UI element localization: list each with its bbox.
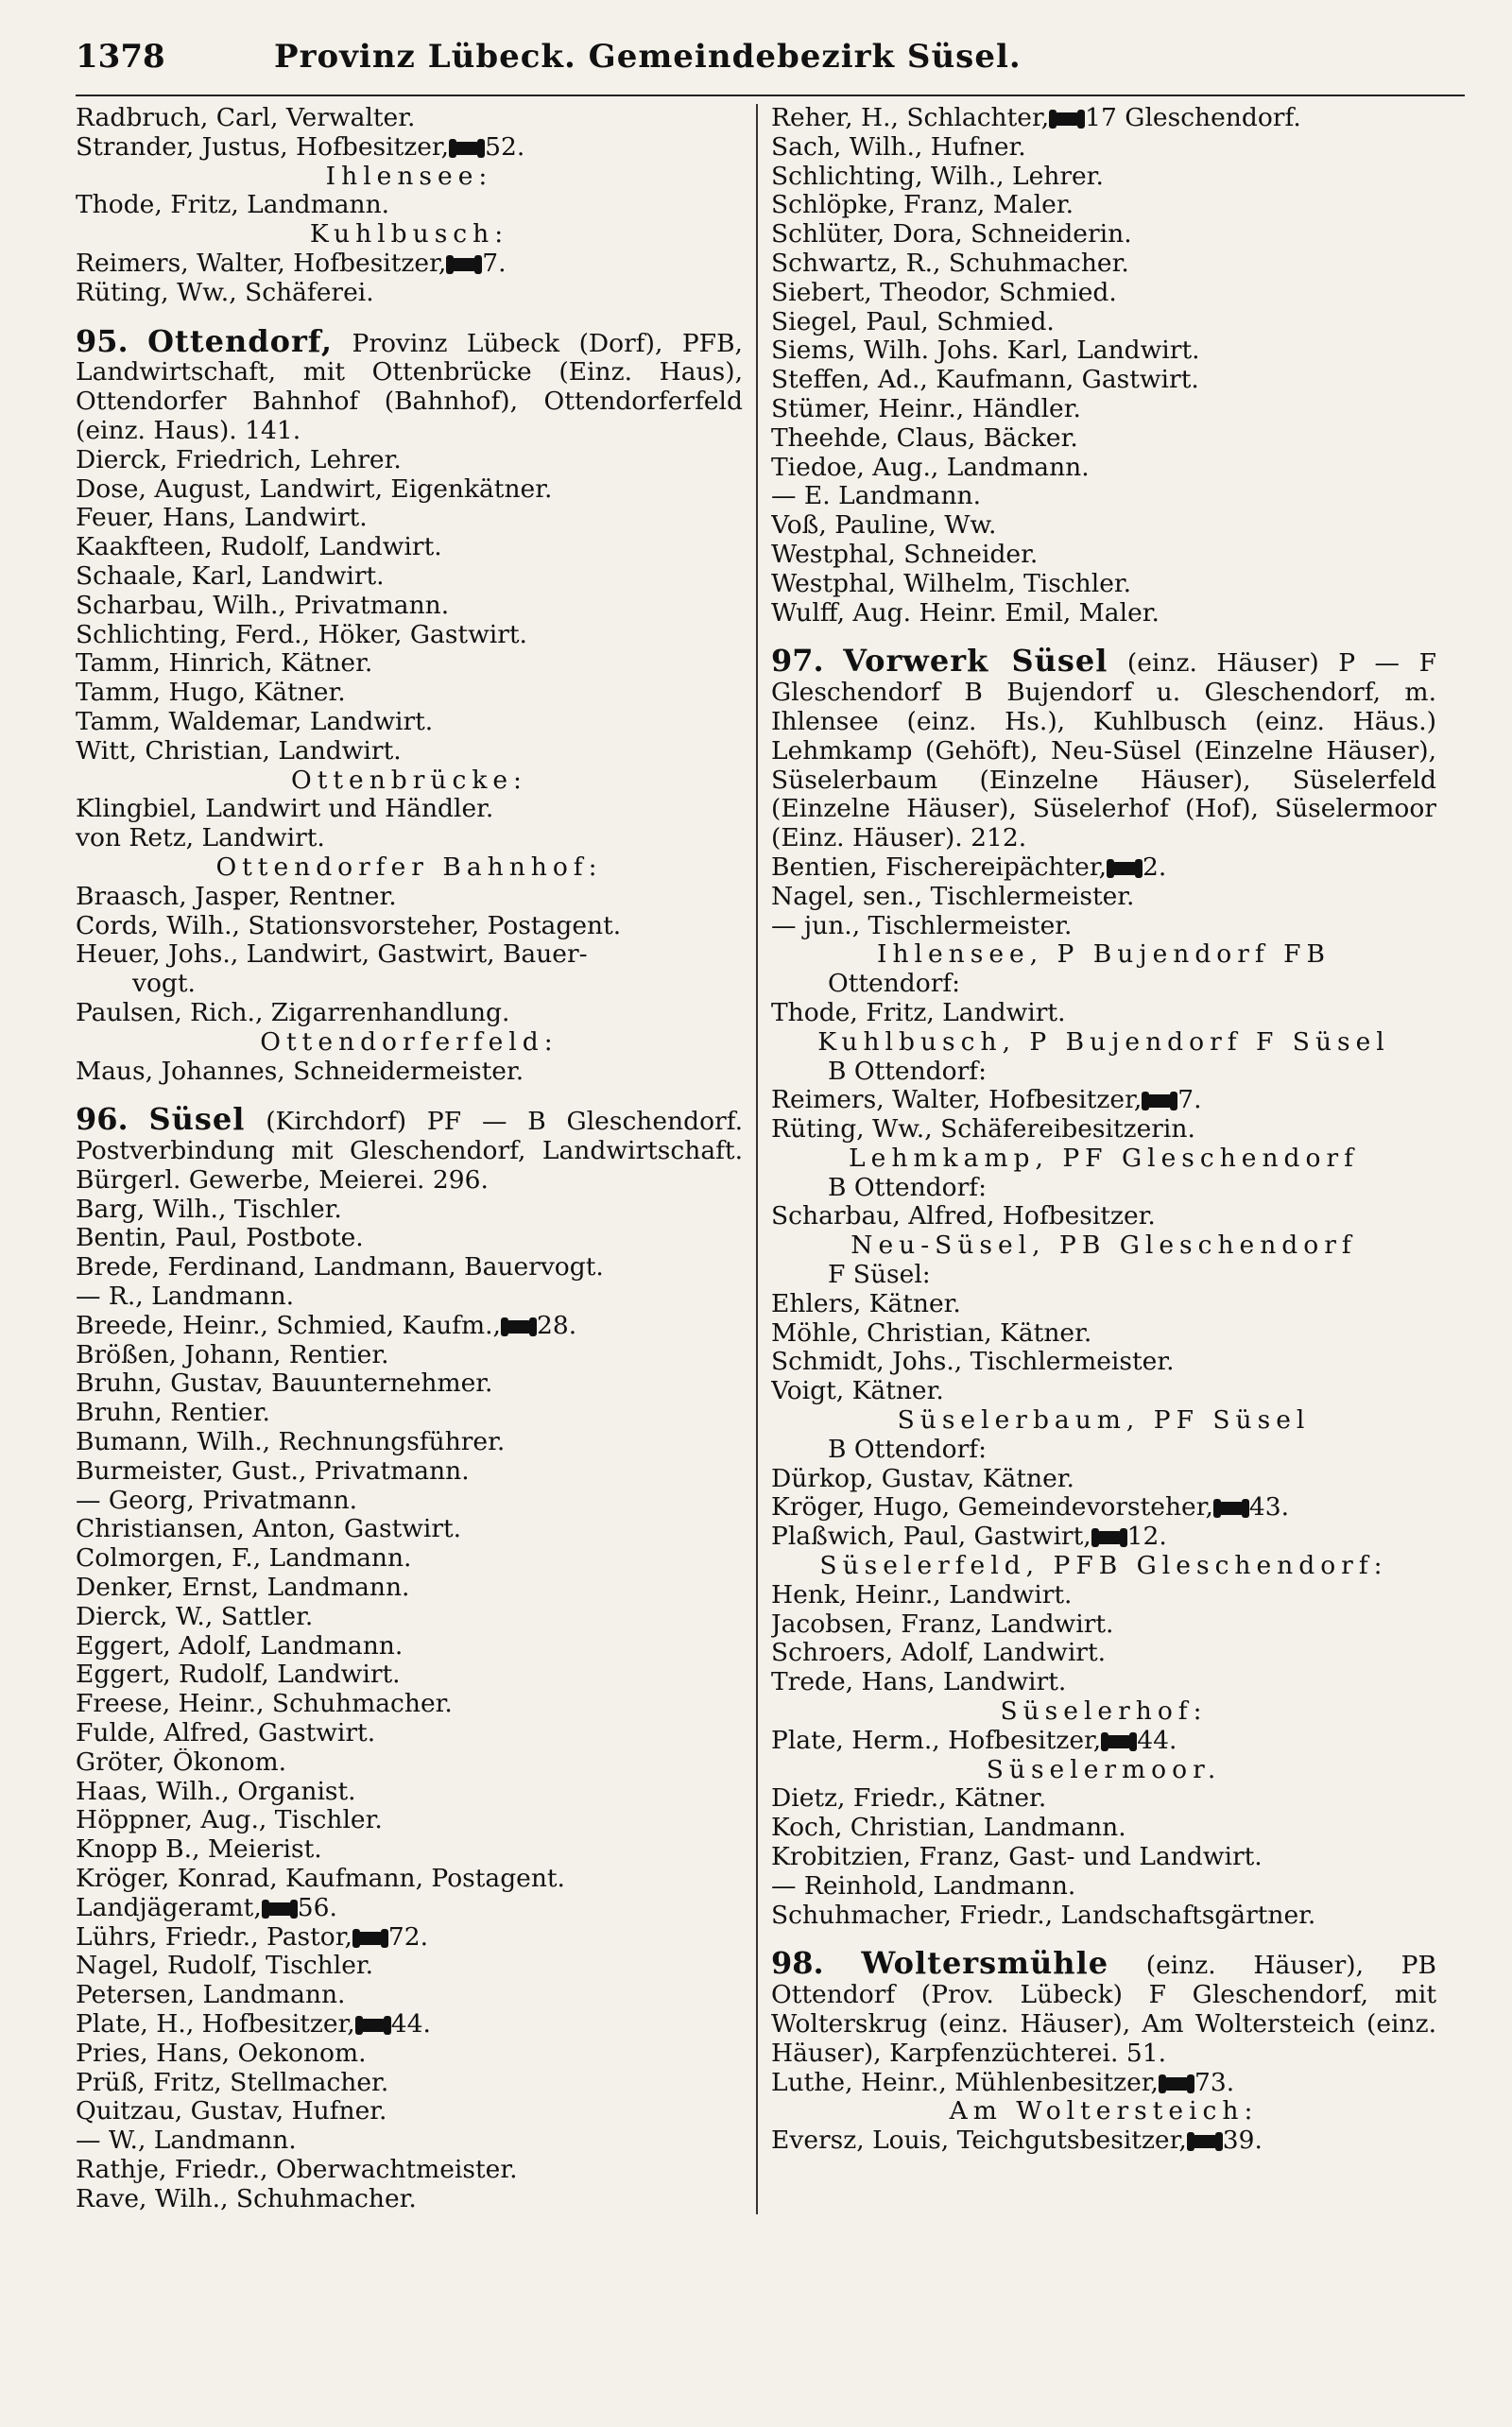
list-item: Knopp B., Meierist.: [76, 1835, 322, 1865]
telephone-icon: [452, 258, 476, 271]
list-item: Witt, Christian, Landwirt.: [76, 736, 402, 766]
telephone-icon: [1193, 2135, 1217, 2148]
locality-heading: Kuhlbusch, P Bujendorf F Süsel: [817, 1027, 1390, 1057]
locality-heading: Am Woltersteich:: [949, 2097, 1259, 2126]
list-item: Heuer, Johs., Landwirt, Gastwirt, Bauer-: [76, 940, 588, 970]
list-item: Henk, Heinr., Landwirt.: [771, 1580, 1073, 1609]
list-item: Burmeister, Gust., Privatmann.: [76, 1456, 470, 1486]
list-item: Dürkop, Gustav, Kätner.: [771, 1464, 1074, 1493]
list-item: Fulde, Alfred, Gastwirt.: [76, 1719, 376, 1748]
section-98: 98. Woltersmühle (einz. Häuser), PB Ottendorf (Prov. Lübeck) F Gleschendorf, mit Wolterskrug (einz. Häuser), Am Woltersteich (einz. Häuser), Karpfenzüchterei. 51.: [771, 1949, 1436, 2068]
list-item: Schaale, Karl, Landwirt.: [76, 561, 385, 591]
list-item: Colmorgen, F., Landmann.: [76, 1544, 412, 1574]
locality-heading-cont: B Ottendorf:: [828, 1057, 987, 1086]
list-item: Höppner, Aug., Tischler.: [76, 1806, 383, 1835]
locality-heading-cont: B Ottendorf:: [828, 1435, 987, 1464]
list-item: — jun., Tischlermeister.: [771, 911, 1073, 940]
locality-heading: Kuhlbusch:: [309, 220, 509, 250]
list-item: Schlichting, Ferd., Höker, Gastwirt.: [76, 620, 527, 649]
section-96: 96. Süsel (Kirchdorf) PF — B Gleschendorf. Postverbindung mit Gleschendorf, Landwirtschaft. Bürgerl. Gewerbe, Meierei. 296.: [76, 1105, 743, 1195]
list-item: Brößen, Johann, Rentier.: [76, 1340, 389, 1369]
locality-heading: Neu-Süsel, PB Gleschendorf: [850, 1231, 1357, 1261]
list-item: — W., Landmann.: [76, 2126, 297, 2156]
list-item: Radbruch, Carl, Verwalter.: [76, 104, 416, 132]
list-item: Denker, Ernst, Landmann.: [76, 1574, 410, 1603]
page-title: Provinz Lübeck. Gemeindebezirk Süsel.: [274, 38, 1022, 76]
telephone-icon: [1219, 1502, 1244, 1515]
list-item: Siegel, Paul, Schmied.: [771, 307, 1055, 336]
list-item: Schroers, Adolf, Landwirt.: [771, 1639, 1107, 1668]
locality-heading: Süselerhof:: [1000, 1697, 1208, 1727]
list-item: Gröter, Ökonom.: [76, 1747, 287, 1777]
list-item: — E. Landmann.: [771, 482, 982, 511]
list-item: Voß, Pauline, Ww.: [771, 511, 997, 541]
list-item: Nagel, sen., Tischlermeister.: [771, 882, 1135, 911]
list-item: Schmidt, Johs., Tischlermeister.: [771, 1348, 1175, 1377]
list-item: Petersen, Landmann.: [76, 1981, 346, 2010]
telephone-icon: [267, 1902, 292, 1916]
locality-heading: Ihlensee, P Bujendorf FB: [876, 940, 1331, 970]
list-item: Wulff, Aug. Heinr. Emil, Maler.: [771, 598, 1160, 628]
list-item: Plate, Herm., Hofbesitzer, 44.: [771, 1726, 1177, 1755]
telephone-icon: [507, 1320, 531, 1334]
list-item: Rathje, Friedr., Oberwachtmeister.: [76, 2155, 518, 2184]
locality-heading: Ihlensee:: [325, 162, 493, 191]
list-item: Koch, Christian, Landmann.: [771, 1814, 1126, 1843]
page-header: [76, 38, 1465, 96]
list-item: Klingbiel, Landwirt und Händler.: [76, 795, 494, 824]
list-item: Maus, Johannes, Schneidermeister.: [76, 1057, 524, 1086]
list-item: Schuhmacher, Friedr., Landschaftsgärtner.: [771, 1901, 1316, 1930]
list-item: Siebert, Theodor, Schmied.: [771, 278, 1117, 307]
locality-heading: Süselerbaum, PF Süsel: [897, 1406, 1311, 1436]
list-item: Tiedoe, Aug., Landmann.: [771, 453, 1090, 482]
list-item: Bruhn, Gustav, Bauunternehmer.: [76, 1369, 493, 1399]
list-item: Freese, Heinr., Schuhmacher.: [76, 1690, 453, 1719]
telephone-icon: [1164, 2077, 1189, 2091]
list-item: Prüß, Fritz, Stellmacher.: [76, 2068, 389, 2097]
list-item: Scharbau, Wilh., Privatmann.: [76, 591, 450, 620]
locality-heading: Ottendorfer Bahnhof:: [215, 852, 603, 882]
columns: [76, 104, 1465, 2214]
telephone-icon: [1097, 1531, 1122, 1544]
list-item: Haas, Wilh., Organist.: [76, 1777, 356, 1806]
locality-heading: Süselermoor.: [986, 1755, 1222, 1784]
list-item: Lührs, Friedr., Pastor, 72.: [76, 1922, 429, 1952]
list-item: Reimers, Walter, Hofbesitzer, 7.: [771, 1086, 1202, 1115]
telephone-icon: [1147, 1094, 1172, 1108]
list-item: Nagel, Rudolf, Tischler.: [76, 1952, 374, 1981]
telephone-icon: [361, 2019, 386, 2032]
list-item: Jacobsen, Franz, Landwirt.: [771, 1609, 1114, 1639]
list-item: Christiansen, Anton, Gastwirt.: [76, 1515, 462, 1544]
list-item: Bentien, Fischereipächter, 2.: [771, 852, 1167, 882]
list-item: Tamm, Hinrich, Kätner.: [76, 649, 373, 679]
list-item: Voigt, Kätner.: [771, 1377, 944, 1406]
telephone-icon: [1055, 112, 1079, 126]
telephone-icon: [1112, 862, 1137, 875]
list-item: Barg, Wilh., Tischler.: [76, 1195, 342, 1224]
list-item: vogt.: [132, 970, 196, 999]
list-item: Krobitzien, Franz, Gast- und Landwirt.: [771, 1843, 1263, 1872]
telephone-icon: [358, 1932, 383, 1945]
list-item: Brede, Ferdinand, Landmann, Bauervogt.: [76, 1253, 604, 1282]
left-column: [76, 104, 756, 2214]
list-item: Schwartz, R., Schuhmacher.: [771, 249, 1129, 278]
list-item: Westphal, Schneider.: [771, 540, 1039, 569]
telephone-icon: [1107, 1735, 1131, 1748]
list-item: Eversz, Louis, Teichgutsbesitzer, 39.: [771, 2126, 1263, 2156]
list-item: Trede, Hans, Landwirt.: [771, 1668, 1067, 1697]
telephone-icon: [455, 142, 479, 155]
locality-heading: Lehmkamp, PF Gleschendorf: [849, 1144, 1359, 1173]
section-97: 97. Vorwerk Süsel (einz. Häuser) P — F Gleschendorf B Bujendorf u. Gleschendorf, m. Ihlensee (einz. Hs.), Kuhlbusch (einz. Häus.) Lehmkamp (Gehöft), Neu-Süsel (Einzelne Häuser), Süselerbaum (Einzelne Häuser), Süselerfeld (Einzelne Häuser), Süselerhof (Hof), Süselermoor (Einz. Häuser). 212.: [771, 646, 1436, 853]
list-item: Pries, Hans, Oekonom.: [76, 2039, 367, 2068]
list-item: Steffen, Ad., Kaufmann, Gastwirt.: [771, 366, 1199, 395]
list-item: Möhle, Christian, Kätner.: [771, 1318, 1092, 1348]
locality-heading-cont: Ottendorf:: [828, 970, 961, 999]
page-number: 1378: [76, 38, 165, 76]
list-item: Feuer, Hans, Landwirt.: [76, 504, 368, 533]
list-item: Bentin, Paul, Postbote.: [76, 1224, 364, 1253]
list-item: Eggert, Rudolf, Landwirt.: [76, 1661, 401, 1690]
list-item: — R., Landmann.: [76, 1282, 295, 1312]
list-item: Thode, Fritz, Landwirt.: [771, 998, 1066, 1027]
list-item: Luthe, Heinr., Mühlenbesitzer, 73.: [771, 2068, 1235, 2097]
list-item: Siems, Wilh. Johs. Karl, Landwirt.: [771, 336, 1200, 366]
locality-heading-cont: F Süsel:: [828, 1261, 931, 1290]
list-item: — Georg, Privatmann.: [76, 1486, 358, 1515]
list-item: Dierck, Friedrich, Lehrer.: [76, 445, 402, 474]
list-item: von Retz, Landwirt.: [76, 824, 325, 853]
list-item: Landjägeramt, 56.: [76, 1893, 337, 1922]
list-item: Westphal, Wilhelm, Tischler.: [771, 569, 1132, 598]
list-item: Bumann, Wilh., Rechnungsführer.: [76, 1428, 506, 1457]
list-item: Stümer, Heinr., Händler.: [771, 394, 1081, 423]
list-item: Thode, Fritz, Landmann.: [76, 191, 390, 220]
list-item: Schlöpke, Franz, Maler.: [771, 191, 1074, 220]
list-item: Theehde, Claus, Bäcker.: [771, 423, 1078, 453]
locality-heading: Ottendorferfeld:: [260, 1027, 558, 1057]
list-item: Reimers, Walter, Hofbesitzer, 7.: [76, 249, 507, 278]
list-item: — Reinhold, Landmann.: [771, 1871, 1076, 1901]
list-item: Cords, Wilh., Stationsvorsteher, Postagent.: [76, 911, 622, 940]
list-item: Schlüter, Dora, Schneiderin.: [771, 220, 1132, 250]
list-item: Braasch, Jasper, Rentner.: [76, 882, 397, 911]
list-item: Kröger, Hugo, Gemeindevorsteher, 43.: [771, 1493, 1290, 1523]
list-item: Schlichting, Wilh., Lehrer.: [771, 162, 1104, 191]
list-item: Reher, H., Schlachter, 17 Gleschendorf.: [771, 104, 1301, 132]
locality-heading-cont: B Ottendorf:: [828, 1173, 987, 1202]
list-item: Bruhn, Rentier.: [76, 1399, 270, 1428]
list-item: Plaßwich, Paul, Gastwirt, 12.: [771, 1523, 1167, 1552]
list-item: Quitzau, Gustav, Hufner.: [76, 2097, 387, 2126]
list-item: Paulsen, Rich., Zigarrenhandlung.: [76, 998, 510, 1027]
list-item: Tamm, Hugo, Kätner.: [76, 679, 346, 708]
list-item: Breede, Heinr., Schmied, Kaufm., 28.: [76, 1311, 577, 1340]
list-item: Rüting, Ww., Schäferei.: [76, 278, 374, 307]
locality-heading: Ottenbrücke:: [291, 766, 527, 795]
list-item: Rave, Wilh., Schuhmacher.: [76, 2184, 417, 2213]
list-item: Ehlers, Kätner.: [771, 1289, 961, 1318]
list-item: Dose, August, Landwirt, Eigenkätner.: [76, 474, 553, 504]
list-item: Plate, H., Hofbesitzer, 44.: [76, 2010, 431, 2039]
list-item: Dierck, W., Sattler.: [76, 1602, 314, 1631]
section-95: 95. Ottendorf, Provinz Lübeck (Dorf), PFB, Landwirtschaft, mit Ottenbrücke (Einz. Haus), Ottendorfer Bahnhof (Bahnhof), Ottendorferfeld (einz. Haus). 141.: [76, 326, 743, 445]
list-item: Sach, Wilh., Hufner.: [771, 132, 1026, 162]
list-item: Strander, Justus, Hofbesitzer, 52.: [76, 132, 525, 162]
list-item: Scharbau, Alfred, Hofbesitzer.: [771, 1202, 1156, 1231]
list-item: Kröger, Konrad, Kaufmann, Postagent.: [76, 1865, 565, 1894]
list-item: Eggert, Adolf, Landmann.: [76, 1631, 404, 1661]
list-item: Rüting, Ww., Schäfereibesitzerin.: [771, 1115, 1195, 1145]
list-item: Dietz, Friedr., Kätner.: [771, 1784, 1047, 1814]
locality-heading: Süselerfeld, PFB Gleschendorf:: [819, 1552, 1388, 1581]
list-item: Kaakfteen, Rudolf, Landwirt.: [76, 533, 442, 562]
right-column: [756, 104, 1436, 2214]
list-item: Tamm, Waldemar, Landwirt.: [76, 707, 434, 736]
